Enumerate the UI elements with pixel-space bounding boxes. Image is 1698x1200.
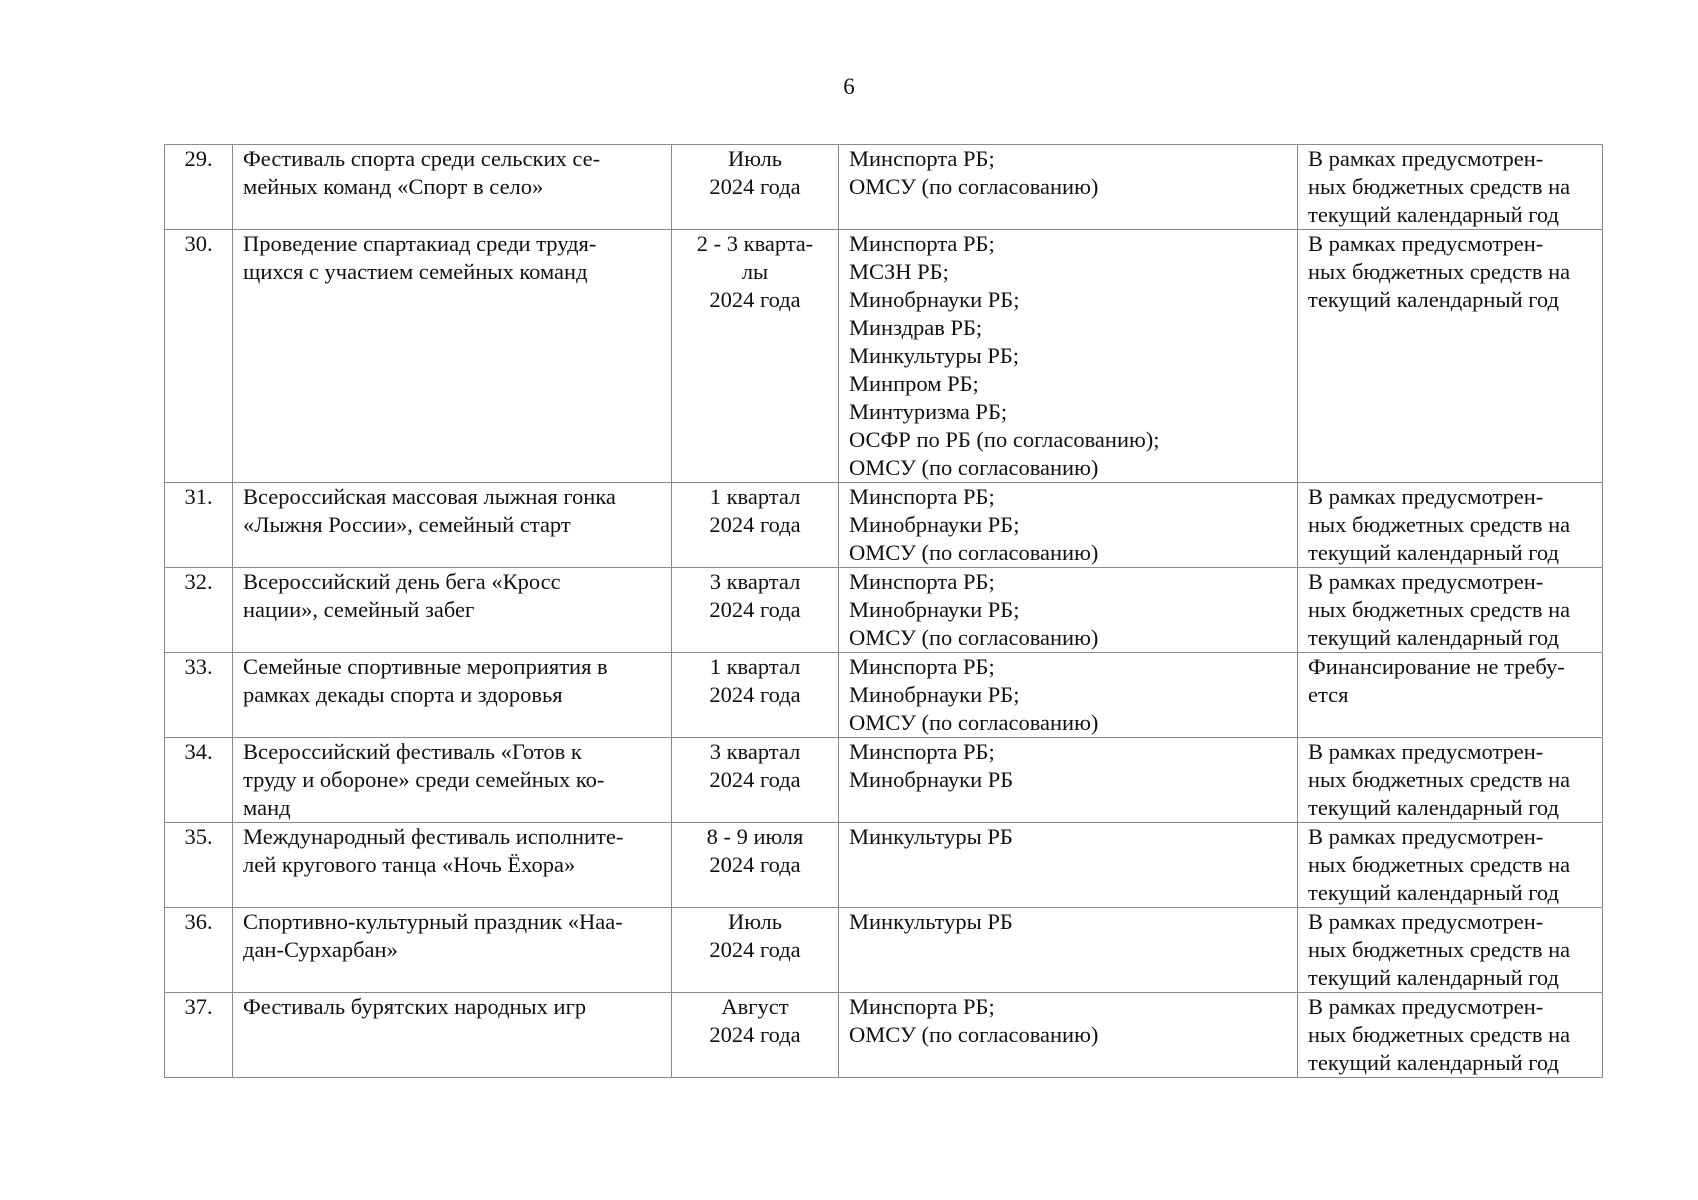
financing-line: ных бюджетных средств на bbox=[1308, 259, 1571, 284]
event-name-line: Всероссийский фестиваль «Готов к bbox=[243, 739, 582, 764]
event-date-line: 2024 года bbox=[709, 767, 801, 792]
executors-line: Минкультуры РБ bbox=[849, 824, 1013, 849]
event-name-line: манд bbox=[243, 795, 291, 820]
executors-line: Минобрнауки РБ; bbox=[849, 597, 1020, 622]
executors-line: Минспорта РБ; bbox=[849, 231, 995, 256]
financing bbox=[1298, 738, 1603, 823]
executors-line: ОМСУ (по согласованию) bbox=[849, 540, 1099, 565]
event-name-line: Всероссийский день бега «Кросс bbox=[243, 569, 561, 594]
event-name-line: щихся с участием семейных команд bbox=[243, 259, 588, 284]
financing-line: текущий календарный год bbox=[1308, 880, 1559, 905]
event-name bbox=[233, 738, 672, 823]
event-name bbox=[233, 483, 672, 568]
event-date bbox=[672, 230, 839, 483]
financing-line: В рамках предусмотрен- bbox=[1308, 569, 1544, 594]
executors bbox=[839, 653, 1298, 738]
event-name bbox=[233, 823, 672, 908]
row-number: 35. bbox=[165, 823, 233, 908]
events-table-body bbox=[165, 145, 1603, 1078]
executors bbox=[839, 993, 1298, 1078]
event-name-line: дан-Сурхарбан» bbox=[243, 937, 398, 962]
financing-line: ется bbox=[1308, 682, 1349, 707]
financing-line: ных бюджетных средств на bbox=[1308, 852, 1571, 877]
financing-line: В рамках предусмотрен- bbox=[1308, 994, 1544, 1019]
event-name-line: нации», семейный забег bbox=[243, 597, 475, 622]
event-date-line: лы bbox=[741, 259, 769, 284]
event-name-line: рамках декады спорта и здоровья bbox=[243, 682, 563, 707]
financing bbox=[1298, 908, 1603, 993]
executors-line: Минспорта РБ; bbox=[849, 146, 995, 171]
event-date bbox=[672, 993, 839, 1078]
event-date bbox=[672, 568, 839, 653]
financing-line: ных бюджетных средств на bbox=[1308, 597, 1571, 622]
executors-line: ОМСУ (по согласованию) bbox=[849, 710, 1099, 735]
event-date-line: Июль bbox=[728, 146, 782, 171]
executors-line: Минобрнауки РБ; bbox=[849, 287, 1020, 312]
financing-line: текущий календарный год bbox=[1308, 625, 1559, 650]
executors bbox=[839, 230, 1298, 483]
financing-line: В рамках предусмотрен- bbox=[1308, 909, 1544, 934]
event-name-line: труду и обороне» среди семейных ко- bbox=[243, 767, 605, 792]
event-name-line: Фестиваль спорта среди сельских се- bbox=[243, 146, 601, 171]
financing-line: текущий календарный год bbox=[1308, 795, 1559, 820]
financing-line: ных бюджетных средств на bbox=[1308, 767, 1571, 792]
event-date bbox=[672, 653, 839, 738]
page-number: 6 bbox=[843, 74, 855, 99]
event-date bbox=[672, 145, 839, 230]
executors-line: Минспорта РБ; bbox=[849, 484, 995, 509]
financing bbox=[1298, 145, 1603, 230]
event-date-line: 2024 года bbox=[709, 682, 801, 707]
event-name-line: Международный фестиваль исполните- bbox=[243, 824, 624, 849]
event-date-line: 2024 года bbox=[709, 1022, 801, 1047]
executors bbox=[839, 908, 1298, 993]
table-row bbox=[165, 653, 1603, 738]
financing-line: ных бюджетных средств на bbox=[1308, 937, 1571, 962]
executors-line: Минспорта РБ; bbox=[849, 569, 995, 594]
table-row bbox=[165, 823, 1603, 908]
executors-line: Минобрнауки РБ bbox=[849, 767, 1014, 792]
event-date-line: 3 квартал bbox=[709, 739, 801, 764]
executors-line: Минспорта РБ; bbox=[849, 654, 995, 679]
event-date bbox=[672, 483, 839, 568]
executors bbox=[839, 823, 1298, 908]
executors bbox=[839, 568, 1298, 653]
event-date-line: 2024 года bbox=[709, 937, 801, 962]
event-name bbox=[233, 908, 672, 993]
table-row bbox=[165, 483, 1603, 568]
event-name bbox=[233, 568, 672, 653]
event-date-line: Июль bbox=[728, 909, 782, 934]
event-name-line: Спортивно-культурный праздник «Наа- bbox=[243, 909, 623, 934]
event-date-line: 2024 года bbox=[709, 287, 801, 312]
executors-line: Минспорта РБ; bbox=[849, 739, 995, 764]
event-date-line: 2 - 3 квартa- bbox=[696, 231, 814, 256]
executors-line: ОМСУ (по согласованию) bbox=[849, 625, 1099, 650]
executors-line: Минздрав РБ; bbox=[849, 315, 983, 340]
financing-line: Финансирование не требу- bbox=[1308, 654, 1565, 679]
executors bbox=[839, 483, 1298, 568]
row-number: 32. bbox=[165, 568, 233, 653]
event-date-line: 8 - 9 июля bbox=[706, 824, 804, 849]
financing bbox=[1298, 653, 1603, 738]
executors-line: МСЗН РБ; bbox=[849, 259, 949, 284]
event-date-line: 2024 года bbox=[709, 512, 801, 537]
event-name-line: Семейные спортивные мероприятия в bbox=[243, 654, 608, 679]
financing bbox=[1298, 230, 1603, 483]
row-number: 31. bbox=[165, 483, 233, 568]
executors-line: ОМСУ (по согласованию) bbox=[849, 174, 1099, 199]
financing-line: текущий календарный год bbox=[1308, 202, 1559, 227]
financing-line: В рамках предусмотрен- bbox=[1308, 739, 1544, 764]
financing-line: текущий календарный год bbox=[1308, 1050, 1559, 1075]
row-number: 37. bbox=[165, 993, 233, 1078]
financing-line: ных бюджетных средств на bbox=[1308, 512, 1571, 537]
event-name bbox=[233, 145, 672, 230]
event-name-line: лей кругового танца «Ночь Ёхора» bbox=[243, 852, 576, 877]
executors-line: ОМСУ (по согласованию) bbox=[849, 1022, 1099, 1047]
financing-line: В рамках предусмотрен- bbox=[1308, 231, 1544, 256]
event-name-line: Проведение спартакиад среди трудя- bbox=[243, 231, 597, 256]
executors bbox=[839, 145, 1298, 230]
executors-line: Минкультуры РБ; bbox=[849, 343, 1020, 368]
executors bbox=[839, 738, 1298, 823]
event-name bbox=[233, 653, 672, 738]
table-row bbox=[165, 145, 1603, 230]
financing-line: В рамках предусмотрен- bbox=[1308, 484, 1544, 509]
executors-line: Минспорта РБ; bbox=[849, 994, 995, 1019]
event-name-line: Фестиваль бурятских народных игр bbox=[243, 994, 587, 1019]
event-date-line: 2024 года bbox=[709, 597, 801, 622]
financing bbox=[1298, 483, 1603, 568]
executors-line: Минпром РБ; bbox=[849, 371, 979, 396]
event-name bbox=[233, 230, 672, 483]
financing-line: текущий календарный год bbox=[1308, 540, 1559, 565]
executors-line: ОМСУ (по согласованию) bbox=[849, 455, 1099, 480]
executors-line: Минобрнауки РБ; bbox=[849, 682, 1020, 707]
financing-line: В рамках предусмотрен- bbox=[1308, 824, 1544, 849]
row-number: 29. bbox=[165, 145, 233, 230]
financing-line: ных бюджетных средств на bbox=[1308, 174, 1571, 199]
row-number: 33. bbox=[165, 653, 233, 738]
event-date bbox=[672, 908, 839, 993]
event-date bbox=[672, 823, 839, 908]
executors-line: Минобрнауки РБ; bbox=[849, 512, 1020, 537]
event-date-line: 1 квартал bbox=[709, 654, 801, 679]
event-name-line: Всероссийская массовая лыжная гонка bbox=[243, 484, 616, 509]
executors-line: Минтуризма РБ; bbox=[849, 399, 1008, 424]
events-table bbox=[164, 144, 1603, 1078]
executors-line: Минкультуры РБ bbox=[849, 909, 1013, 934]
financing bbox=[1298, 568, 1603, 653]
event-date-line: 2024 года bbox=[709, 174, 801, 199]
financing-line: текущий календарный год bbox=[1308, 287, 1559, 312]
table-row bbox=[165, 230, 1603, 483]
table-row bbox=[165, 993, 1603, 1078]
executors-line: ОСФР по РБ (по согласованию); bbox=[849, 427, 1160, 452]
table-row bbox=[165, 908, 1603, 993]
event-date-line: 2024 года bbox=[709, 852, 801, 877]
event-date-line: 3 квартал bbox=[709, 569, 801, 594]
financing bbox=[1298, 823, 1603, 908]
row-number: 34. bbox=[165, 738, 233, 823]
financing-line: В рамках предусмотрен- bbox=[1308, 146, 1544, 171]
event-date-line: Август bbox=[721, 994, 789, 1019]
table-row bbox=[165, 568, 1603, 653]
financing-line: текущий календарный год bbox=[1308, 965, 1559, 990]
event-name-line: мейных команд «Спорт в село» bbox=[243, 174, 544, 199]
event-date bbox=[672, 738, 839, 823]
event-name bbox=[233, 993, 672, 1078]
event-date-line: 1 квартал bbox=[709, 484, 801, 509]
table-row bbox=[165, 738, 1603, 823]
financing-line: ных бюджетных средств на bbox=[1308, 1022, 1571, 1047]
financing bbox=[1298, 993, 1603, 1078]
event-name-line: «Лыжня России», семейный старт bbox=[243, 512, 571, 537]
row-number: 30. bbox=[165, 230, 233, 483]
row-number: 36. bbox=[165, 908, 233, 993]
